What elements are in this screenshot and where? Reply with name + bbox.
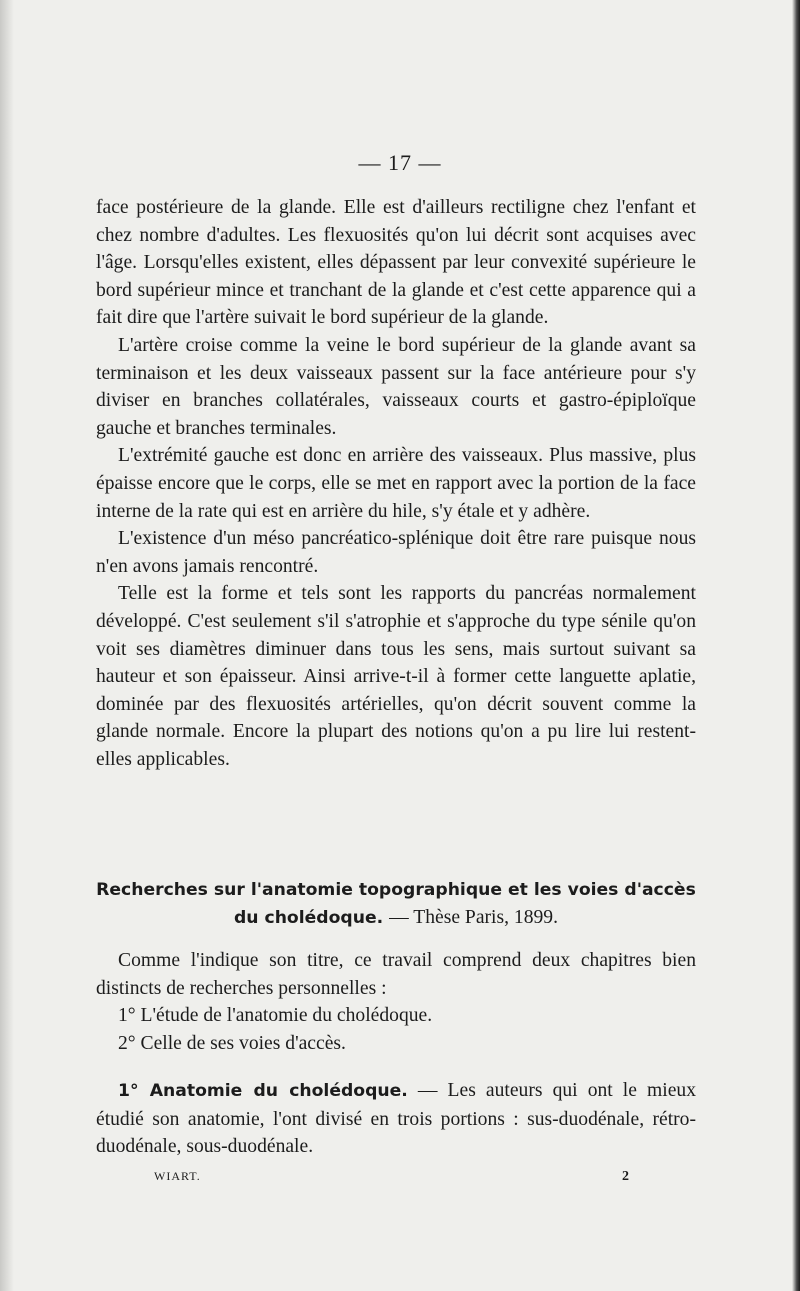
anatomy-text [96, 1077, 696, 1161]
page-gutter-shadow [0, 0, 14, 1291]
list-item-1: 1° L'étude de l'anatomie du cholédoque. [118, 1005, 433, 1027]
paragraph-1: face postérieure de la glande. Elle est d'ailleurs rectiligne chez l'enfant et chez nombre d'adultes. Les flexuosités qu'on lui décrit sont acquises avec l'âge. Lorsqu'elles existent, elles dépassent par leur convexité supérieure le bord supérieur mince et tranchant de la glande et c'est cette apparence qui a fait dire que l'artère suivait le bord supérieur de la glande. [96, 197, 696, 329]
list-item-2: 2° Celle de ses voies d'accès. [118, 1032, 346, 1054]
signature-mark: WIART. [154, 1169, 201, 1183]
page-edge-shadow [792, 0, 800, 1291]
anatomy-subtext: — Les auteurs qui ont le mieux étudié son anatomie, l'ont divisé en trois portions : sus-duodénale, rétro-duodénale, sous-duodénale. [96, 1080, 696, 1158]
sheet-number: 2 [622, 1169, 629, 1184]
body-text [96, 194, 696, 773]
paragraph-4: L'existence d'un méso pancréatico-splénique doit être rare puisque nous n'en avons jamais rencontré. [96, 528, 696, 577]
paragraph-5: Telle est la forme et tels sont les rapports du pancréas normalement développé. C'est seulement s'il s'atrophie et s'approche du type sénile qu'on voit ses diamètres diminuer dans tous les sens, mais surtout suivant sa hauteur et son épaisseur. Ainsi arrive-t-il à former cette languette aplatie, dominée par des flexuosités artérielles, qu'on décrit souvent comme la glande normale. Encore la plupart des notions qu'on a pu lire lui restent-elles applicables. [96, 583, 696, 770]
paragraph-3: L'extrémité gauche est donc en arrière des vaisseaux. Plus massive, plus épaisse encore que le corps, elle se met en rapport avec la portion de la face interne de la rate qui est en arrière du hile, s'y étale et y adhère. [96, 445, 696, 522]
section-heading [96, 876, 696, 932]
anatomy-paragraph [96, 1077, 696, 1161]
thesis-reference: — Thèse Paris, 1899. [389, 907, 559, 928]
page-number: — 17 — [358, 150, 442, 175]
paragraph-2: L'artère croise comme la veine le bord supérieur de la glande avant sa terminaison et les deux vaisseaux passent sur la face antérieure pour s'y diviser en branches collatérales, vaisseaux courts et gastro-épiploïque gauche et branches terminales. [96, 334, 696, 439]
section-title-line-2 [96, 904, 696, 932]
intro-paragraph: Comme l'indique son titre, ce travail comprend deux chapitres bien distincts de recherches personnelles : [96, 950, 696, 999]
section-title-end: du cholédoque. [233, 908, 384, 928]
section-intro [96, 947, 696, 1057]
section-title-line-1: Recherches sur l'anatomie topographique et les voies d'accès [96, 880, 696, 900]
anatomy-subheading: 1° Anatomie du cholédoque. [118, 1081, 408, 1101]
